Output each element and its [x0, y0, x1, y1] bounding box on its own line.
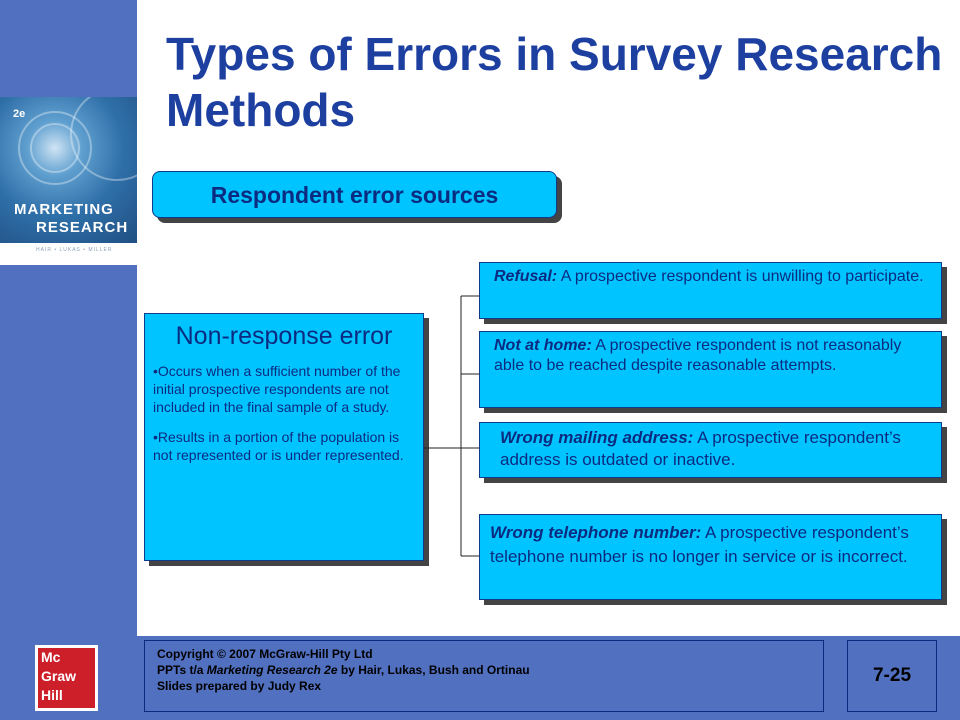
footer-bar [0, 636, 960, 720]
main-box-heading: Non-response error [175, 322, 393, 350]
error-type-definition: A prospective respondent is unwilling to participate. [557, 268, 924, 285]
slide-title: Types of Errors in Survey Research Methods [166, 28, 943, 136]
error-type-term: Not at home: [494, 337, 592, 354]
page-number: 7-25 [847, 640, 937, 712]
error-type-term: Wrong mailing address: [500, 428, 694, 447]
error-type-definition: A prospective respondent is not reasonably able to be reached despite reasonable attempts. [494, 337, 902, 374]
error-type-refusal [479, 262, 942, 319]
error-type-term: Wrong telephone number: [490, 523, 702, 542]
mcgraw-hill-logo-mark: Mc Graw Hill [38, 648, 95, 708]
book-authors: HAIR • LUKAS • MILLER [36, 247, 113, 253]
ppts-credit-line: PPTs t/a Marketing Research 2e by Hair, Lukas, Bush and Ortinau [157, 663, 530, 677]
error-type-definition: A prospective respondent’s address is outdated or inactive. [500, 428, 901, 469]
error-type-definition: A prospective respondent’s telephone number is no longer in service or is incorrect. [490, 523, 909, 566]
mcgraw-hill-logo [35, 645, 98, 711]
book-edition: 2e [13, 108, 26, 120]
error-type-term: Refusal: [494, 268, 558, 285]
main-box-bullet-1: •Occurs when a sufficient number of the initial prospective respondents are not included in the final sample of a study. [153, 363, 401, 415]
prepared-by-line: Slides prepared by Judy Rex [157, 679, 322, 693]
main-box-bullet-2: •Results in a portion of the population is not represented or is under represented. [153, 429, 404, 463]
book-title-line2: RESEARCH [36, 219, 129, 236]
error-type-wrong-mailing-address [479, 422, 942, 478]
copyright-line: Copyright © 2007 McGraw-Hill Pty Ltd [157, 647, 373, 661]
error-type-not-at-home [479, 331, 942, 408]
section-header-box: Respondent error sources [152, 171, 557, 218]
book-title-line1: MARKETING [14, 201, 114, 218]
copyright-box [144, 640, 824, 712]
error-type-wrong-telephone-number [479, 514, 942, 600]
book-title-citation: Marketing Research 2e [206, 663, 338, 677]
